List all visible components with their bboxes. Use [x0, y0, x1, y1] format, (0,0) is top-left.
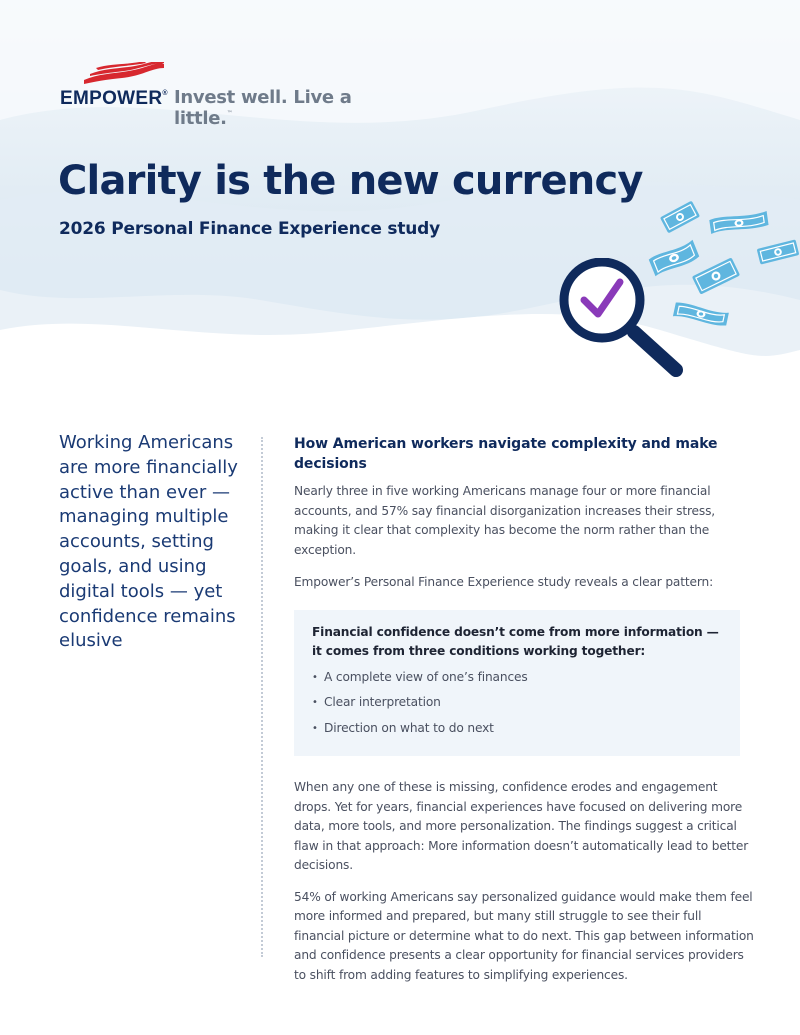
list-item: • A complete view of one’s finances	[312, 668, 722, 687]
page-title: Clarity is the new currency	[58, 158, 643, 204]
dotted-divider	[261, 437, 263, 957]
brand-name: EMPOWER®	[60, 88, 168, 109]
empower-logo	[60, 62, 400, 129]
bullet-icon: •	[312, 697, 318, 708]
list-item: • Clear interpretation	[312, 693, 722, 712]
conditions-list	[312, 668, 722, 738]
paragraph-accounts: Nearly three in five working Americans manage four or more financial accounts, and 57% say financial disorganization increases their stress, making it clear that complexity has become the norm rather than the exception.	[294, 484, 716, 557]
paragraph-guidance: 54% of working Americans say personalized guidance would make them feel more informed and prepared, but many still struggle to see their full financial picture or determine what to do next. This gap between information and confidence presents a clear opportunity for financial services providers to shift from adding features to simplifying experiences.	[294, 889, 754, 982]
callout-box	[294, 610, 740, 757]
brand-tagline: Invest well. Live a little.™	[174, 87, 352, 129]
paragraph-pattern: Empower’s Personal Finance Experience study reveals a clear pattern:	[294, 575, 714, 589]
list-item: • Direction on what to do next	[312, 719, 722, 738]
section-heading: How American workers navigate complexity and make decisions	[294, 436, 718, 472]
bullet-icon: •	[312, 722, 318, 734]
money-bill-icon	[658, 200, 702, 234]
page-subtitle: 2026 Personal Finance Experience study	[59, 219, 441, 239]
money-bill-icon	[706, 210, 772, 236]
callout-heading: Financial confidence doesn’t come from more information — it comes from three conditions working together:	[312, 624, 719, 658]
hero-banner	[0, 0, 800, 400]
magnifying-glass-check-icon	[556, 258, 688, 382]
money-bill-icon	[690, 256, 742, 296]
paragraph-findings: When any one of these is missing, confidence erodes and engagement drops. Yet for years, financial experiences have focused on delivering more data, more tools, and more personalization. The findings suggest a critical flaw in that approach: More information doesn’t automatically lead to better decisions.	[294, 780, 749, 872]
money-bill-icon	[754, 238, 800, 266]
pull-quote: Working Americans are more financially active than ever — managing multiple accounts, setting goals, and using digital tools — yet confidence remains elusive	[59, 432, 238, 652]
empower-flag-icon	[82, 62, 166, 86]
bullet-icon: •	[312, 671, 318, 683]
main-content	[294, 434, 754, 985]
